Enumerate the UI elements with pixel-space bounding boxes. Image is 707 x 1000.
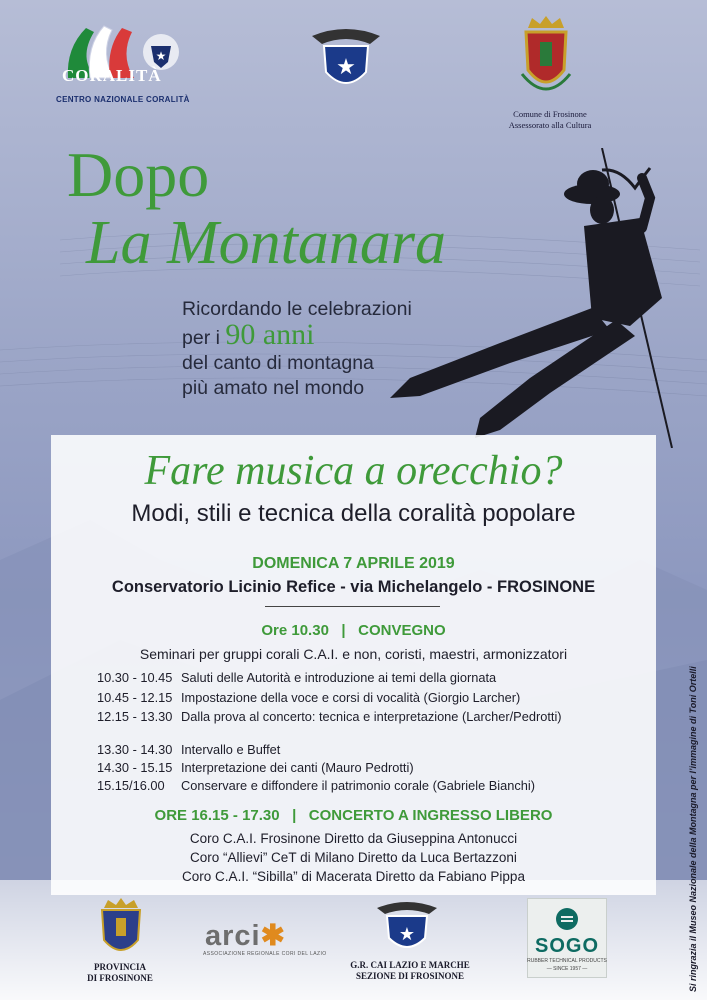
schedule-text: Dalla prova al concerto: tecnica e interpretazione (Larcher/Pedrotti)	[181, 709, 562, 724]
comune-line2: Assessorato alla Cultura	[508, 120, 592, 130]
coro-line: Coro “Allievi” CeT di Milano Diretto da Luca Bertazzoni	[190, 850, 517, 865]
schedule-row	[97, 760, 414, 775]
event-question: Fare musica a orecchio?	[144, 448, 563, 494]
arci-subtitle: ASSOCIAZIONE REGIONALE CORI DEL LAZIO	[203, 951, 327, 957]
provincia-crest-icon	[96, 898, 146, 960]
subtitle-line3: del canto di montagna	[182, 352, 374, 374]
event-venue: Conservatorio Licinio Refice - via Michelangelo - FROSINONE	[111, 578, 596, 596]
climber-silhouette	[380, 148, 707, 448]
schedule-row	[97, 690, 520, 705]
cai-emblem-icon	[310, 22, 382, 102]
cai-line1: G.R. CAI LAZIO E MARCHE	[350, 960, 470, 970]
sogo-subtitle: RUBBER TECHNICAL PRODUCTS	[527, 958, 607, 964]
seminari-text: Seminari per gruppi corali C.A.I. e non, coristi, maestri, armonizzatori	[139, 646, 568, 662]
schedule-text: Intervallo e Buffet	[181, 742, 281, 757]
schedule-row	[97, 670, 496, 685]
frosinone-crest-icon	[518, 14, 574, 102]
convegno-heading: Ore 10.30 | CONVEGNO	[261, 622, 446, 639]
schedule-time: 13.30 - 14.30	[97, 742, 173, 757]
subtitle-line2-pre: per i	[182, 327, 220, 349]
arci-text: arci	[205, 920, 261, 952]
concerto-heading: ORE 16.15 - 17.30 | CONCERTO A INGRESSO LIBERO	[154, 807, 553, 824]
provincia-line2: DI FROSINONE	[87, 973, 153, 983]
coralita-subtitle: CENTRO NAZIONALE CORALITÀ	[56, 95, 190, 104]
schedule-text: Impostazione della voce e corsi di vocalità (Giorgio Larcher)	[181, 690, 521, 705]
svg-text:★: ★	[155, 49, 167, 63]
coro-line: Coro C.A.I. “Sibilla” di Macerata Diretto da Fabiano Pippa	[182, 869, 525, 884]
sogo-mark-icon	[528, 899, 606, 939]
arci-wordmark	[205, 918, 286, 953]
comune-caption	[480, 109, 620, 131]
coralita-wordmark: CORALITÀ	[62, 66, 162, 85]
subtitle-line1: Ricordando le celebrazioni	[182, 298, 412, 320]
divider	[265, 606, 440, 607]
schedule-text: Interpretazione dei canti (Mauro Pedrotti)	[181, 760, 414, 775]
schedule-text: Conservare e diffondere il patrimonio corale (Gabriele Bianchi)	[181, 778, 535, 793]
schedule-text: Saluti delle Autorità e introduzione ai temi della giornata	[181, 670, 497, 685]
sogo-wordmark: SOGO	[534, 935, 599, 957]
cai-caption	[340, 960, 480, 982]
schedule-time: 10.30 - 10.45	[97, 670, 173, 685]
schedule-row	[97, 778, 535, 793]
event-date: DOMENICA 7 APRILE 2019	[252, 555, 455, 572]
subtitle-block	[182, 297, 412, 401]
svg-text:★: ★	[336, 54, 356, 79]
schedule-time: 14.30 - 15.15	[97, 760, 173, 775]
event-subtitle: Modi, stili e tecnica della coralità popolare	[131, 500, 576, 527]
schedule-time: 10.45 - 12.15	[97, 690, 173, 705]
coro-line: Coro C.A.I. Frosinone Diretto da Giuseppina Antonucci	[189, 831, 518, 846]
cai-line2: SEZIONE DI FROSINONE	[355, 971, 465, 981]
svg-text:★: ★	[398, 924, 416, 944]
schedule-row	[97, 742, 280, 757]
provincia-caption	[70, 962, 170, 984]
subtitle-90-anni: 90 anni	[225, 318, 315, 351]
cai-emblem-bottom-icon	[375, 896, 439, 958]
provincia-line1: PROVINCIA	[93, 962, 146, 972]
comune-line1: Comune di Frosinone	[513, 109, 587, 119]
schedule-time: 15.15/16.00	[97, 778, 165, 793]
sogo-since: — SINCE 1957 —	[546, 966, 588, 972]
subtitle-line4: più amato nel mondo	[182, 377, 365, 399]
image-credit: Si ringrazia il Museo Nazionale della Montagna per l’immagine di Toni Ortelli	[688, 666, 698, 992]
title-line2: La Montanara	[86, 209, 446, 277]
arci-star-icon: ✱	[260, 920, 286, 952]
schedule-row	[97, 709, 562, 724]
schedule-time: 12.15 - 13.30	[97, 709, 173, 724]
title-line1: Dopo	[67, 139, 210, 210]
